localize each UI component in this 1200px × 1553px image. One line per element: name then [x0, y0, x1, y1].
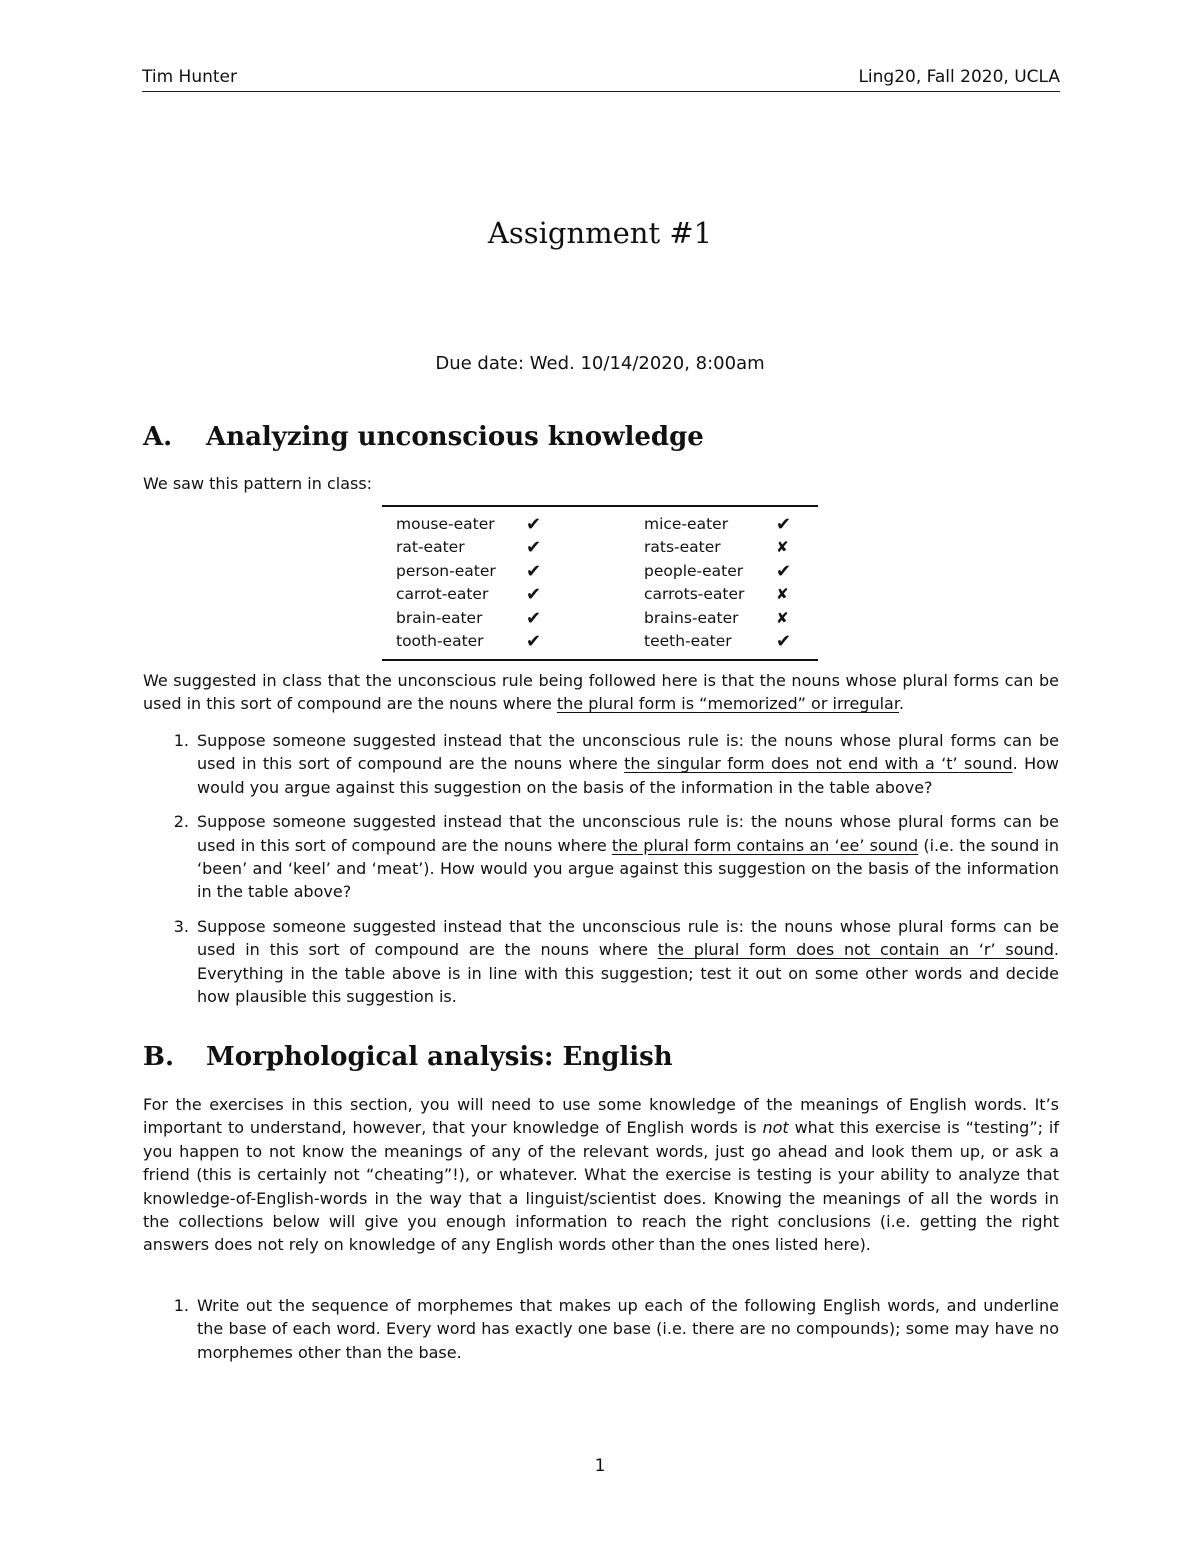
table-row [382, 513, 818, 536]
check-mark-icon: ✔ [526, 584, 542, 606]
question-text-end: . Everything in the table above is in line with this suggestion; test it out on some other words and decide how plausible this suggestion is. [197, 940, 1060, 1007]
table-cell: mice-eater [644, 515, 729, 533]
suggestion-text: We suggested in class that the unconscious rule being followed here is that the nouns whose plural forms can be used in this sort of compound are the nouns where [143, 671, 1059, 714]
check-mark-icon: ✔ [776, 630, 792, 652]
question-text-end: . How would you argue against this suggestion on the basis of the information in the table above? [197, 754, 1060, 797]
check-mark-icon: ✔ [526, 537, 542, 559]
table-cell: tooth-eater [396, 631, 484, 650]
section-a-title: Analyzing unconscious knowledge [206, 422, 704, 452]
section-b-title: Morphological analysis: English [206, 1042, 673, 1072]
section-a-questions [143, 729, 1059, 1019]
table-row [382, 583, 818, 606]
check-mark-icon: ✔ [526, 630, 542, 652]
page-number: 1 [594, 1456, 606, 1476]
due-date: Due date: Wed. 10/14/2020, 8:00am [435, 353, 765, 374]
question-number: 1. [173, 1296, 189, 1315]
question-underlined: the singular form does not end with a ‘t’ sound [624, 754, 1013, 774]
list-item [143, 1294, 1059, 1364]
check-mark-icon: ✔ [526, 560, 542, 582]
question-text: Suppose someone suggested instead that the unconscious rule is: the nouns whose plural forms can be used in this sort of compound are the nouns where [197, 812, 1059, 855]
question-text: Suppose someone suggested instead that the unconscious rule is: the nouns whose plural forms can be used in this sort of compound are the nouns where [197, 916, 1059, 960]
section-a-number: A. [143, 422, 173, 452]
table-row [382, 536, 818, 559]
table-cell: carrots-eater [644, 585, 745, 604]
intro-text: For the exercises in this section, you will need to use some knowledge of the meanings of English words. It’s important to understand, however, that your knowledge of English words is [143, 1095, 1059, 1138]
suggestion-underlined: the plural form is “memorized” or irregular [556, 694, 899, 714]
check-mark-icon: ✔ [526, 607, 542, 629]
table-row [382, 630, 818, 653]
section-b-questions [143, 1294, 1059, 1375]
cross-mark-icon: ✘ [776, 538, 789, 557]
table-cell: rats-eater [644, 538, 721, 557]
question-underlined: the plural form does not contain an ‘r’ sound [657, 940, 1054, 960]
header-course: Ling20, Fall 2020, UCLA [858, 67, 1060, 87]
section-a-suggestion [143, 669, 1059, 716]
pattern-table [382, 505, 818, 661]
table-row [382, 560, 818, 583]
question-number: 1. [173, 731, 189, 750]
question-number: 3. [173, 916, 189, 936]
table-cell: teeth-eater [644, 631, 732, 650]
suggestion-end: . [898, 694, 905, 714]
check-mark-icon: ✔ [776, 560, 792, 582]
question-body [191, 915, 1059, 1009]
running-header [142, 66, 1060, 92]
section-b-number: B. [143, 1042, 175, 1072]
list-item [143, 915, 1059, 1009]
document-title: Assignment #1 [487, 216, 713, 250]
table-cell: brain-eater [396, 608, 483, 627]
table-cell: people-eater [644, 561, 744, 580]
list-item [143, 729, 1059, 799]
table-cell: brains-eater [644, 608, 739, 627]
question-text: Suppose someone suggested instead that the unconscious rule is: the nouns whose plural forms can be used in this sort of compound are the nouns where [197, 731, 1059, 774]
question-body: Write out the sequence of morphemes that makes up each of the following English words, and underline the base of each word. Every word has exactly one base (i.e. there are no compounds); some may have no morphemes other than the base. [197, 1296, 1059, 1362]
section-b-heading [143, 1040, 673, 1074]
table-cell: mouse-eater [396, 515, 495, 533]
table-cell: person-eater [396, 561, 496, 580]
check-mark-icon: ✔ [526, 514, 542, 535]
table-cell: rat-eater [396, 538, 465, 557]
list-item [143, 810, 1059, 904]
question-underlined: the plural form contains an ‘ee’ sound [611, 835, 919, 855]
header-author: Tim Hunter [142, 67, 237, 87]
table-cell: carrot-eater [396, 585, 489, 604]
question-number: 2. [173, 812, 189, 832]
cross-mark-icon: ✘ [776, 585, 789, 604]
cross-mark-icon: ✘ [776, 608, 789, 627]
question-body [191, 810, 1059, 904]
section-a-intro: We saw this pattern in class: [143, 474, 373, 493]
section-b-intro [143, 1093, 1059, 1257]
table-row [382, 607, 818, 630]
intro-text-end: what this exercise is “testing”; if you happen to not know the meanings of any of the relevant words, just go ahead and look them up, or ask a friend (this is certainly not “cheating”!), or whatever. What the exercise is testing is your ability to analyze that knowledge-of-English-words in the way that a linguist/scientist does. Knowing the meanings of all the words in the collections below will give you enough information to reach the right conclusions (i.e. getting the right answers does not rely on knowledge of any English words other than the ones listed here). [143, 1118, 1059, 1255]
check-mark-icon: ✔ [776, 514, 792, 535]
intro-emphasis: not [762, 1118, 789, 1138]
question-text-end: (i.e. the sound in ‘been’ and ‘keel’ and ‘meat’). How would you argue against this suggestion on the basis of the information in the table above? [197, 835, 1060, 902]
section-a-heading [143, 420, 704, 454]
question-body [191, 729, 1059, 799]
